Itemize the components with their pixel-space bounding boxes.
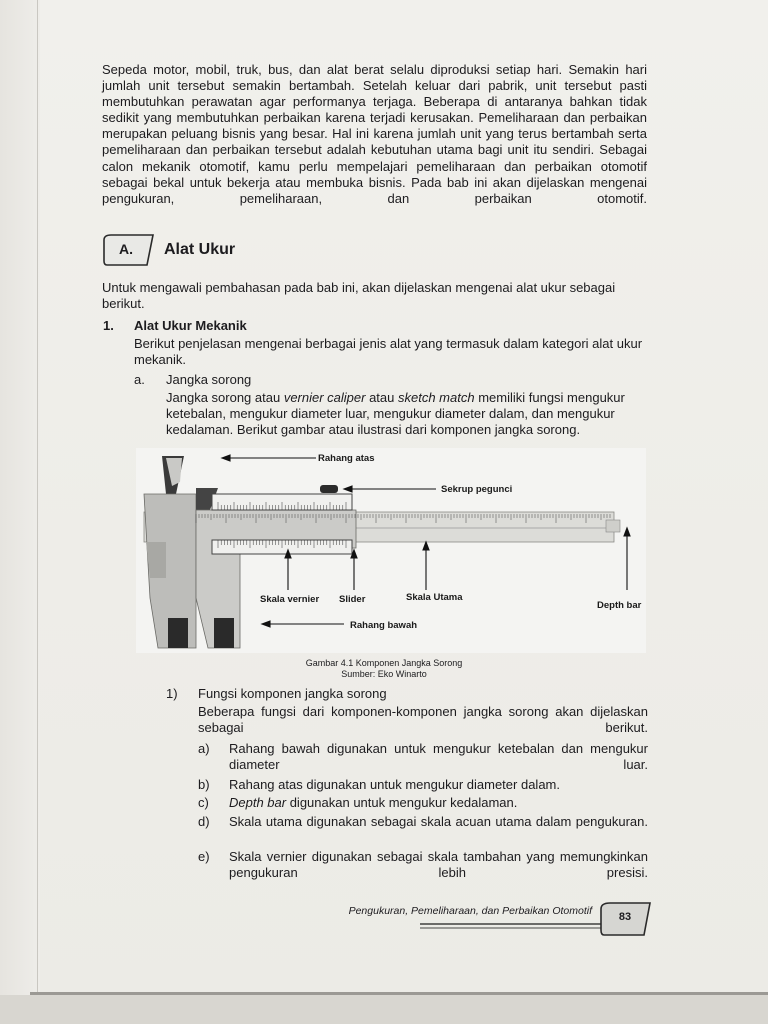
- list-item: Depth bar digunakan untuk mengukur kedalaman.: [229, 795, 518, 810]
- list-mark: b): [198, 777, 210, 792]
- figure-caption: Gambar 4.1 Komponen Jangka Sorong: [305, 658, 463, 668]
- figure-source: Sumber: Eko Winarto: [341, 669, 427, 679]
- list-mark: e): [198, 849, 210, 864]
- label-rahang-bawah: Rahang bawah: [350, 620, 418, 631]
- sub1-title: Fungsi komponen jangka sorong: [198, 686, 387, 701]
- list-mark: c): [198, 795, 209, 810]
- caliper-illustration: [136, 448, 646, 653]
- list-item: Rahang bawah digunakan untuk mengukur ketebalan dan mengukur diameter luar.: [229, 741, 648, 773]
- running-title: Pengukuran, Pemeliharaan, dan Perbaikan Otomotif: [348, 905, 592, 917]
- section-letter: A.: [119, 241, 133, 257]
- label-skala-utama: Skala Utama: [406, 592, 463, 603]
- item1-body: Berikut penjelasan mengenai berbagai jenis alat yang termasuk dalam kategori alat ukur mekanik.: [134, 336, 643, 368]
- label-slider: Slider: [339, 594, 366, 605]
- item-a-body: Jangka sorong atau vernier caliper atau sketch match memiliki fungsi mengukur ketebalan, mengukur diameter luar, mengukur diameter dalam, dan mengukur kedalaman. Berikut gambar atau ilustrasi dari komponen jangka sorong.: [166, 390, 625, 438]
- item-a-letter: a.: [134, 372, 145, 387]
- sub1-body: Beberapa fungsi dari komponen-komponen jangka sorong akan dijelaskan sebagai berikut.: [198, 704, 648, 736]
- list-mark: a): [198, 741, 210, 756]
- item1-number: 1.: [103, 318, 114, 333]
- label-skala-vernier: Skala vernier: [260, 594, 320, 605]
- scan-left-shade: [0, 0, 40, 1024]
- scan-fold-line: [37, 0, 38, 1024]
- label-sekrup-pegunci: Sekrup pegunci: [441, 484, 513, 495]
- item-a-title: Jangka sorong: [166, 372, 252, 387]
- section-badge: [103, 234, 155, 266]
- list-item: Skala vernier digunakan sebagai skala tambahan yang memungkinkan pengukuran lebih presisi.: [229, 849, 648, 881]
- page-number: 83: [618, 911, 632, 923]
- list-mark: d): [198, 814, 210, 829]
- footer-rule: [420, 921, 610, 931]
- section-title: Alat Ukur: [164, 241, 236, 258]
- list-item: Skala utama digunakan sebagai skala acuan utama dalam pengukuran.: [229, 814, 648, 829]
- list-item: Rahang atas digunakan untuk mengukur diameter dalam.: [229, 777, 560, 792]
- label-rahang-atas: Rahang atas: [318, 453, 375, 464]
- sub1-number: 1): [166, 686, 178, 701]
- caliper-figure: [136, 448, 646, 653]
- label-depth-bar: Depth bar: [597, 600, 642, 611]
- section-intro: Untuk mengawali pembahasan pada bab ini, akan dijelaskan mengenai alat ukur sebagai berikut.: [102, 280, 616, 312]
- scan-bottom-shade: [0, 995, 768, 1024]
- item1-title: Alat Ukur Mekanik: [134, 318, 247, 333]
- intro-paragraph: Sepeda motor, mobil, truk, bus, dan alat berat selalu diproduksi setiap hari. Semakin hari jumlah unit tersebut semakin bertambah. Setelah keluar dari pabrik, unit tersebut pasti membutuhkan perawatan agar performanya terjaga. Beberapa di antaranya bahkan tidak sedikit yang membutuhkan perbaikan karena terjadi kerusakan. Pemeliharaan dan perbaikan merupakan peluang bisnis yang besar. Hal ini karena jumlah unit yang terus bertambah serta pemeliharaan dan perbaikan tersebut adalah kebutuhan utama bagi unit itu sendiri. Sebagai calon mekanik otomotif, kamu perlu mempelajari pemeliharaan dan perbaikan otomotif sebagai bekal untuk bekerja atau membuka bisnis. Pada bab ini akan dijelaskan mengenai pengukuran, pemeliharaan, dan perbaikan otomotif.: [102, 62, 647, 206]
